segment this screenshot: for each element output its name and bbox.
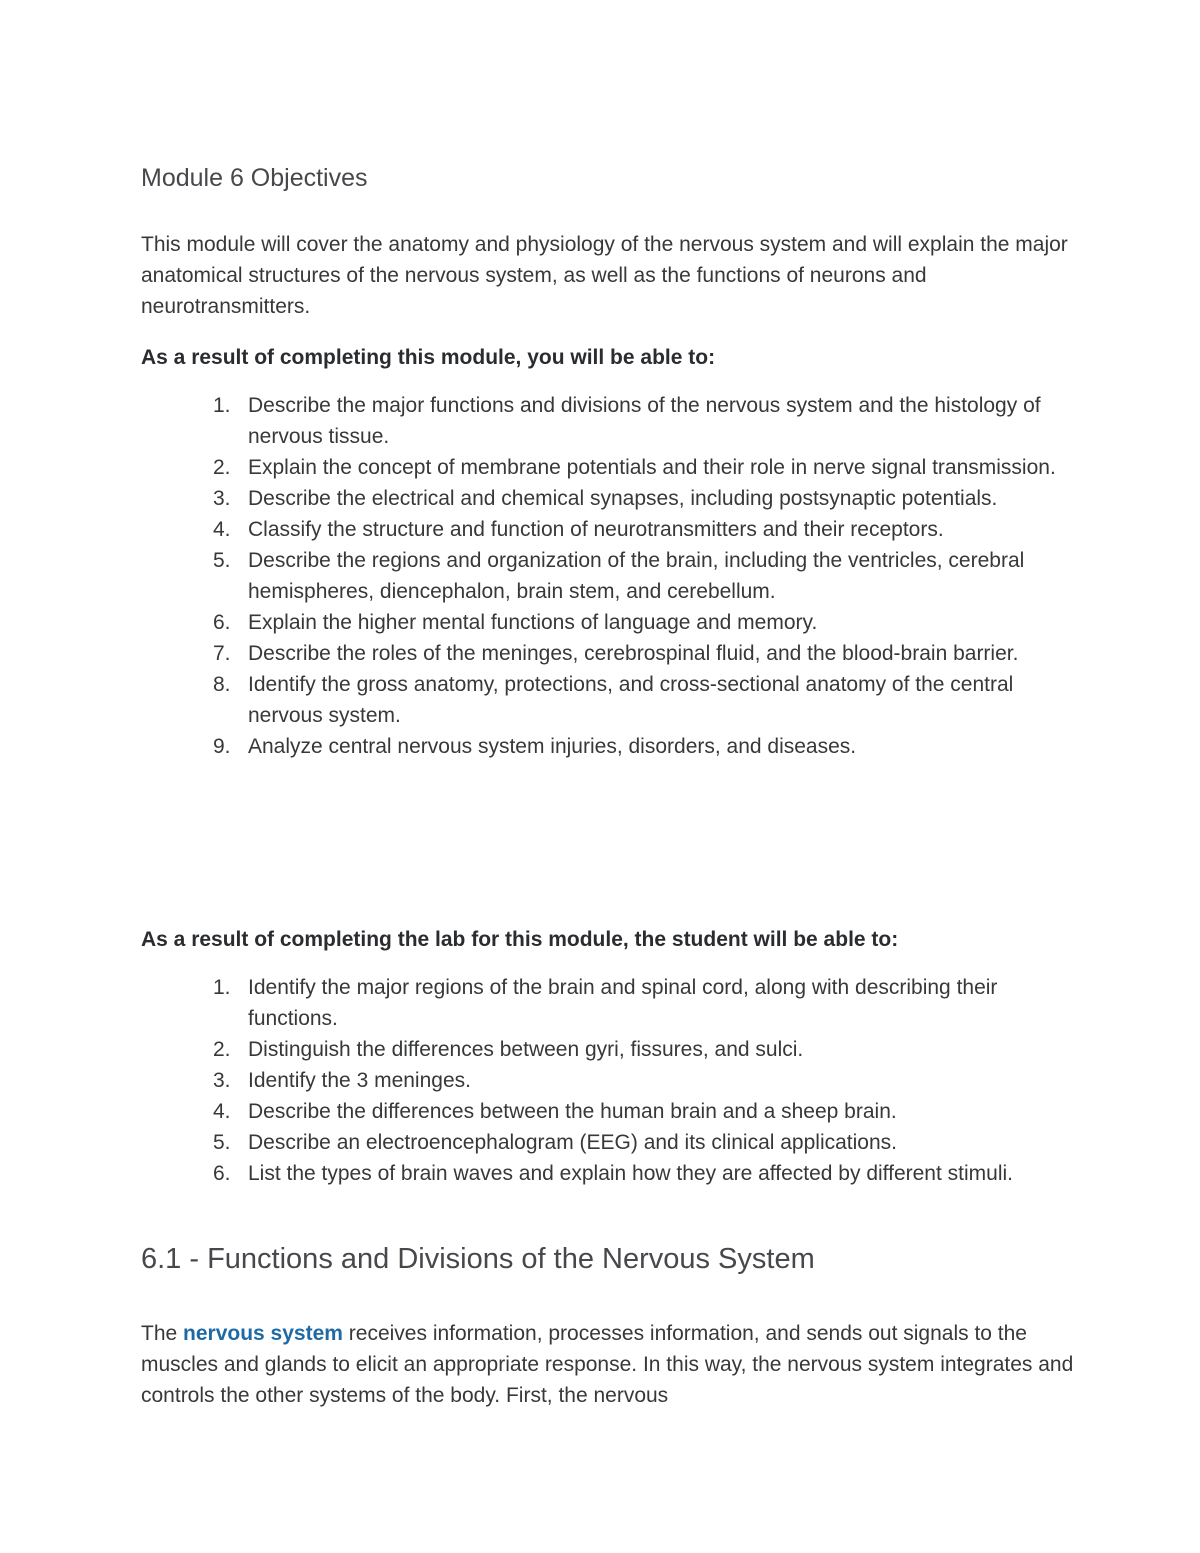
list-item [141, 731, 1071, 762]
list-number: 7. [213, 642, 231, 665]
list-text: List the types of brain waves and explain how they are affected by different stimuli. [248, 1162, 1013, 1185]
list-item [141, 1127, 1071, 1158]
objectives-heading: As a result of completing this module, you will be able to: [141, 346, 716, 369]
list-number: 2. [213, 456, 231, 479]
list-number: 3. [213, 1069, 231, 1092]
list-number: 4. [213, 518, 231, 541]
list-item [141, 483, 1071, 514]
lab-objectives-heading: As a result of completing the lab for this module, the student will be able to: [141, 928, 899, 951]
list-item [141, 669, 1071, 731]
module-title: Module 6 Objectives [141, 164, 368, 192]
lab-objectives-list [141, 972, 1071, 1189]
list-text: Explain the higher mental functions of language and memory. [248, 611, 818, 634]
list-number: 2. [213, 1038, 231, 1061]
list-item [141, 638, 1071, 669]
list-item [141, 972, 1071, 1034]
list-text: Identify the major regions of the brain and spinal cord, along with describing their functions. [248, 976, 998, 1030]
list-number: 4. [213, 1100, 231, 1123]
list-item [141, 607, 1071, 638]
list-text: Describe the major functions and divisions of the nervous system and the histology of nervous tissue. [248, 394, 1041, 448]
list-text: Describe the differences between the human brain and a sheep brain. [248, 1100, 897, 1123]
section-paragraph [141, 1318, 1076, 1411]
list-item [141, 1096, 1071, 1127]
list-number: 1. [213, 394, 231, 417]
list-text: Describe the roles of the meninges, cerebrospinal fluid, and the blood-brain barrier. [248, 642, 1019, 665]
list-item [141, 545, 1071, 607]
objectives-list [141, 390, 1071, 762]
list-number: 3. [213, 487, 231, 510]
list-number: 9. [213, 735, 231, 758]
list-text: Describe the electrical and chemical synapses, including postsynaptic potentials. [248, 487, 998, 510]
list-text: Explain the concept of membrane potentials and their role in nerve signal transmission. [248, 456, 1056, 479]
list-number: 1. [213, 976, 231, 999]
list-text: Identify the gross anatomy, protections, and cross-sectional anatomy of the central nervous system. [248, 673, 1014, 727]
list-number: 6. [213, 611, 231, 634]
list-number: 8. [213, 673, 231, 696]
list-item [141, 514, 1071, 545]
list-item [141, 390, 1071, 452]
paragraph-text: receives information, processes information, and sends out signals to the muscles and glands to elicit an appropriate response. In this way, the nervous system integrates and controls the other systems of the body. First, the nervous [141, 1322, 1074, 1407]
list-text: Describe an electroencephalogram (EEG) and its clinical applications. [248, 1131, 897, 1154]
list-number: 6. [213, 1162, 231, 1185]
list-text: Classify the structure and function of neurotransmitters and their receptors. [248, 518, 944, 541]
list-text: Distinguish the differences between gyri, fissures, and sulci. [248, 1038, 804, 1061]
list-text: Analyze central nervous system injuries, disorders, and diseases. [248, 735, 857, 758]
list-text: Identify the 3 meninges. [248, 1069, 471, 1092]
list-item [141, 1158, 1071, 1189]
list-number: 5. [213, 549, 231, 572]
list-text: Describe the regions and organization of the brain, including the ventricles, cerebral hemispheres, diencephalon, brain stem, and cerebellum. [248, 549, 1025, 603]
intro-paragraph: This module will cover the anatomy and physiology of the nervous system and will explain the major anatomical structures of the nervous system, as well as the functions of neurons and neurotransmitters. [141, 233, 1068, 318]
list-number: 5. [213, 1131, 231, 1154]
section-title: 6.1 - Functions and Divisions of the Nervous System [141, 1243, 815, 1275]
list-item [141, 1065, 1071, 1096]
list-item [141, 452, 1071, 483]
glossary-term: nervous system [183, 1322, 343, 1345]
paragraph-lead: The [141, 1322, 184, 1345]
list-item [141, 1034, 1071, 1065]
